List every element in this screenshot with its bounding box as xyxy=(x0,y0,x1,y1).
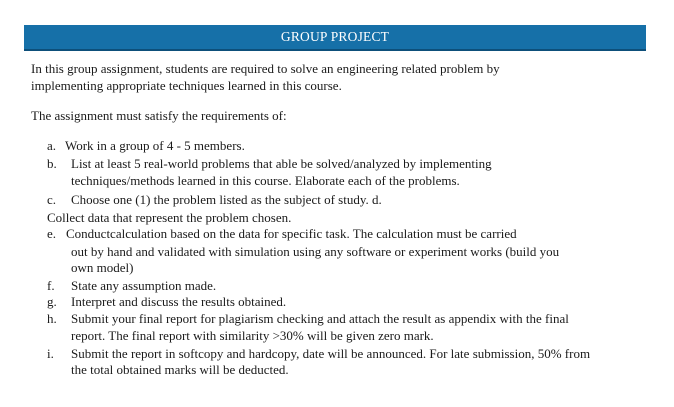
list-item-text: Collect data that represent the problem chosen. xyxy=(47,210,292,225)
list-item-text: List at least 5 real-world problems that able be solved/analyzed by implementing xyxy=(71,156,492,171)
list-marker: g. xyxy=(47,294,57,309)
list-item-text: Submit the report in softcopy and hardcopy, date will be announced. For late submission, 50% from xyxy=(71,346,591,361)
intro-line-2: implementing appropriate techniques learned in this course. xyxy=(31,78,342,93)
list-item-text: report. The final report with similarity >30% will be given zero mark. xyxy=(71,328,434,343)
list-marker: c. xyxy=(47,192,57,207)
section-title: GROUP PROJECT xyxy=(280,29,390,44)
list-item-text: the total obtained marks will be deducted. xyxy=(71,362,289,377)
list-item-text: techniques/methods learned in this course. Elaborate each of the problems. xyxy=(71,173,460,188)
list-marker: f. xyxy=(47,278,55,293)
list-item-text: out by hand and validated with simulation using any software or experiment works (build you xyxy=(71,244,560,259)
list-marker: e. xyxy=(47,226,57,241)
list-marker: h. xyxy=(47,311,57,326)
intro-line-1: In this group assignment, students are required to solve an engineering related problem by xyxy=(31,61,500,76)
list-item-text: Choose one (1) the problem listed as the subject of study. d. xyxy=(71,192,382,207)
list-item-text: State any assumption made. xyxy=(71,278,217,293)
list-item-text: Interpret and discuss the results obtained. xyxy=(71,294,287,309)
list-item-text: Conductcalculation based on the data for specific task. The calculation must be carried xyxy=(66,226,517,241)
list-marker: i. xyxy=(47,346,54,361)
list-item-text: Submit your final report for plagiarism checking and attach the result as appendix with the final xyxy=(71,311,569,326)
list-marker: a. xyxy=(47,138,57,153)
list-item-text: own model) xyxy=(71,260,134,275)
list-item-text: Work in a group of 4 - 5 members. xyxy=(65,138,245,153)
list-marker: b. xyxy=(47,156,57,171)
requirements-lead: The assignment must satisfy the requirements of: xyxy=(31,108,287,123)
